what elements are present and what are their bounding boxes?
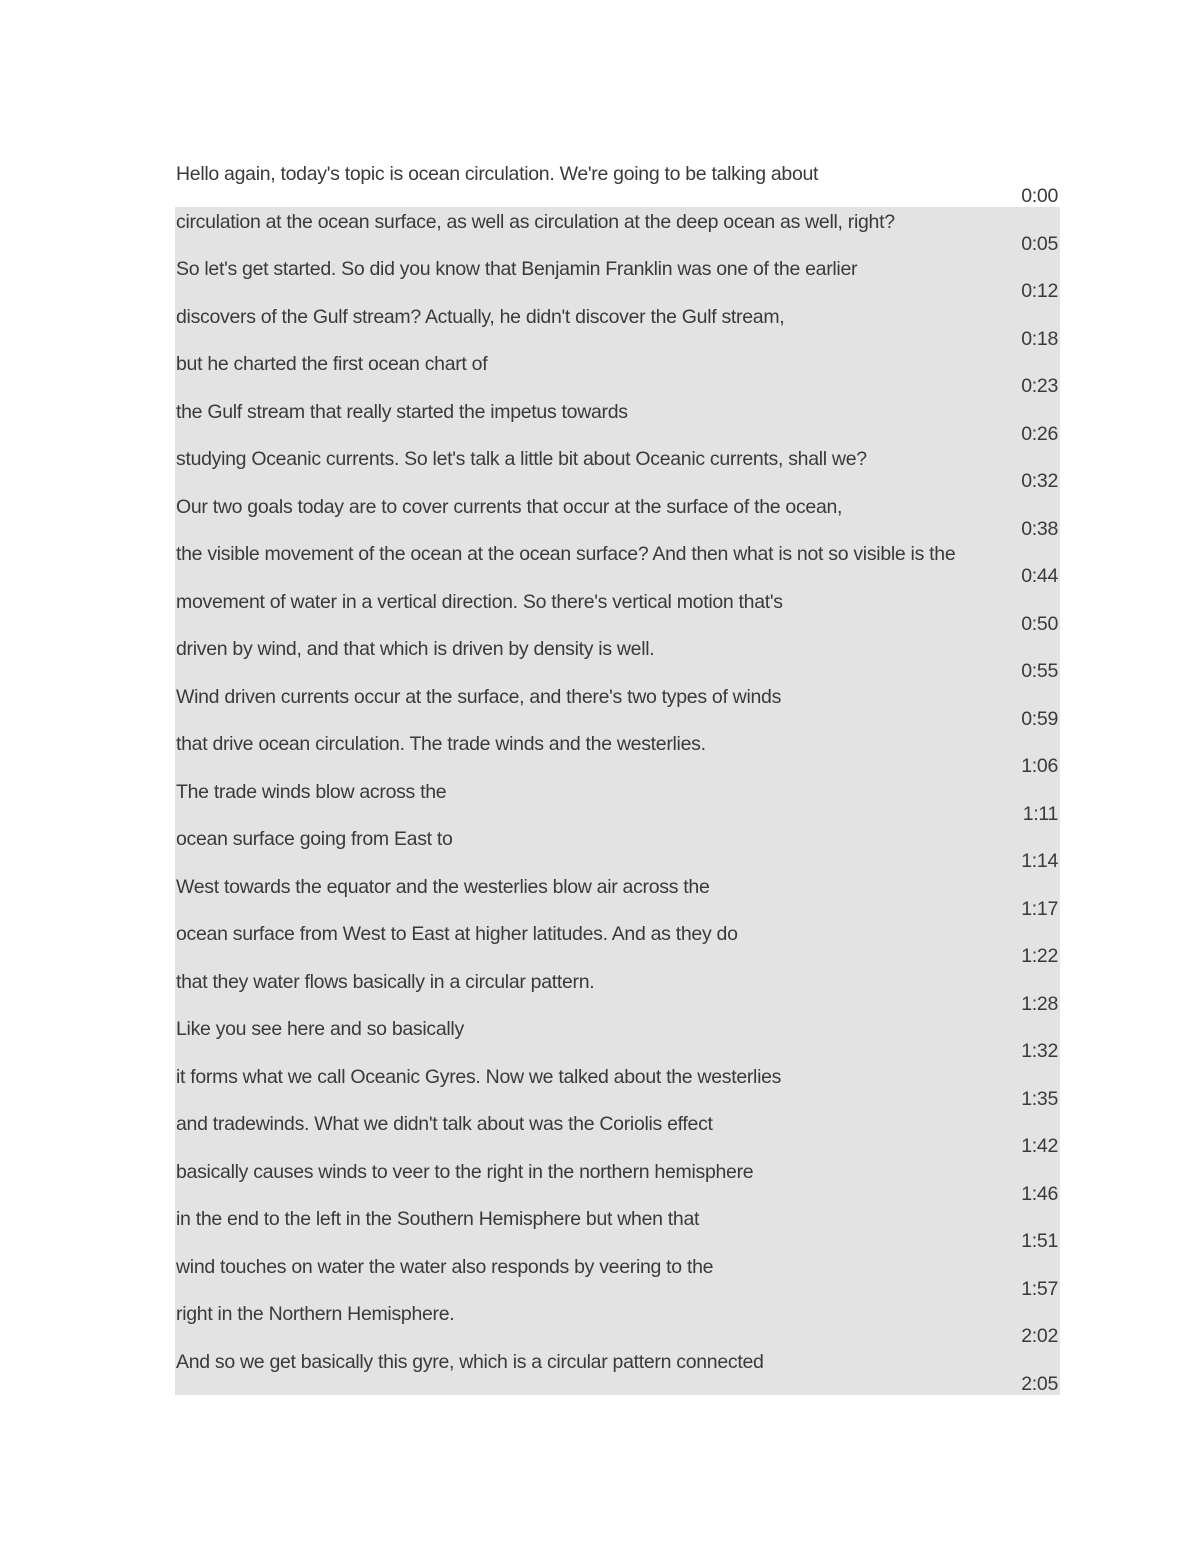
transcript-entry [175, 730, 1060, 778]
transcript-entry [175, 398, 1060, 446]
transcript-line-text: circulation at the ocean surface, as well as circulation at the deep ocean as well, right? [176, 210, 895, 233]
transcript-entry [175, 255, 1060, 303]
transcript-entry [175, 968, 1060, 1016]
transcript-timestamp: 0:59 [1021, 707, 1058, 730]
transcript-timestamp: 1:22 [1021, 945, 1058, 967]
transcript-line-text: right in the Northern Hemisphere. [176, 1303, 455, 1325]
transcript-entry [175, 1253, 1060, 1301]
transcript-timestamp: 0:05 [1021, 232, 1058, 255]
transcript-entry [175, 350, 1060, 398]
transcript-entry [175, 683, 1060, 731]
transcript-timestamp: 2:02 [1021, 1325, 1058, 1347]
transcript-entry [175, 208, 1060, 256]
transcript-timestamp: 1:46 [1021, 1182, 1058, 1205]
transcript-entry [175, 1110, 1060, 1158]
transcript-entry [175, 588, 1060, 636]
transcript-entry [175, 635, 1060, 683]
transcript-entry [175, 303, 1060, 351]
transcript-entry [175, 825, 1060, 873]
transcript-entry [175, 920, 1060, 968]
transcript-timestamp: 1:35 [1021, 1087, 1058, 1110]
transcript-line-text: Like you see here and so basically [176, 1018, 464, 1040]
transcript-timestamp: 1:17 [1021, 897, 1058, 920]
transcript-line-text: And so we get basically this gyre, which is a circular pattern connected [176, 1350, 764, 1373]
transcript-timestamp: 1:14 [1021, 850, 1058, 872]
transcript-entry [175, 1158, 1060, 1206]
transcript-line-text: but he charted the first ocean chart of [176, 353, 488, 375]
transcript-entry [175, 493, 1060, 541]
transcript-entry [175, 873, 1060, 921]
transcript-line-text: So let's get started. So did you know that Benjamin Franklin was one of the earlier [176, 258, 858, 280]
transcript-line-text: studying Oceanic currents. So let's talk a little bit about Oceanic currents, shall we? [176, 448, 867, 470]
transcript-timestamp: 1:32 [1021, 1040, 1058, 1062]
transcript-timestamp: 1:51 [1021, 1230, 1058, 1252]
transcript-line-text: the Gulf stream that really started the impetus towards [176, 400, 628, 423]
transcript-entry [175, 1348, 1060, 1396]
transcript-timestamp: 0:18 [1021, 327, 1058, 350]
transcript-timestamp: 1:57 [1021, 1277, 1058, 1300]
transcript-timestamp: 0:23 [1021, 375, 1058, 397]
transcript-line-text: The trade winds blow across the [176, 780, 447, 803]
transcript-timestamp: 1:28 [1021, 992, 1058, 1015]
transcript-line-text: that they water flows basically in a circular pattern. [176, 970, 595, 993]
transcript [175, 160, 1060, 1395]
transcript-timestamp: 1:11 [1022, 802, 1058, 825]
transcript-entry [175, 1015, 1060, 1063]
transcript-timestamp: 1:06 [1021, 755, 1058, 777]
transcript-line-text: in the end to the left in the Southern Hemisphere but when that [176, 1208, 700, 1230]
transcript-line-text: basically causes winds to veer to the right in the northern hemisphere [176, 1160, 754, 1183]
transcript-timestamp: 2:05 [1021, 1372, 1058, 1395]
transcript-line-text: that drive ocean circulation. The trade winds and the westerlies. [176, 733, 706, 755]
transcript-timestamp: 0:55 [1021, 660, 1058, 682]
transcript-entry [175, 1063, 1060, 1111]
transcript-line-text: driven by wind, and that which is driven by density is well. [176, 638, 655, 660]
transcript-line-text: ocean surface going from East to [176, 828, 453, 850]
transcript-timestamp: 0:44 [1021, 565, 1058, 587]
transcript-line-text: the visible movement of the ocean at the ocean surface? And then what is not so visible is the [176, 543, 956, 565]
transcript-line-text: wind touches on water the water also responds by veering to the [176, 1255, 714, 1278]
transcript-line-text: West towards the equator and the westerlies blow air across the [176, 875, 710, 898]
transcript-line-text: and tradewinds. What we didn't talk about was the Coriolis effect [176, 1113, 713, 1135]
transcript-timestamp: 0:38 [1021, 517, 1058, 540]
transcript-entry [175, 778, 1060, 826]
transcript-timestamp: 0:00 [1021, 185, 1058, 207]
transcript-timestamp: 0:50 [1021, 612, 1058, 635]
transcript-entry [175, 445, 1060, 493]
transcript-line-text: discovers of the Gulf stream? Actually, he didn't discover the Gulf stream, [176, 305, 785, 328]
transcript-entry [175, 1205, 1060, 1253]
transcript-line-text: movement of water in a vertical direction. So there's vertical motion that's [176, 590, 783, 613]
transcript-line-text: it forms what we call Oceanic Gyres. Now we talked about the westerlies [176, 1065, 782, 1088]
transcript-entry [175, 1300, 1060, 1348]
transcript-line-text: Our two goals today are to cover currents that occur at the surface of the ocean, [176, 495, 843, 518]
transcript-timestamp: 0:26 [1021, 422, 1058, 445]
transcript-entry [175, 540, 1060, 588]
transcript-line-text: Hello again, today's topic is ocean circulation. We're going to be talking about [176, 163, 819, 185]
transcript-line-text: Wind driven currents occur at the surface, and there's two types of winds [176, 685, 782, 708]
transcript-timestamp: 0:12 [1021, 280, 1058, 302]
transcript-line-text: ocean surface from West to East at higher latitudes. And as they do [176, 923, 738, 945]
transcript-timestamp: 1:42 [1021, 1135, 1058, 1157]
transcript-timestamp: 0:32 [1021, 470, 1058, 492]
transcript-entry [175, 160, 1060, 208]
